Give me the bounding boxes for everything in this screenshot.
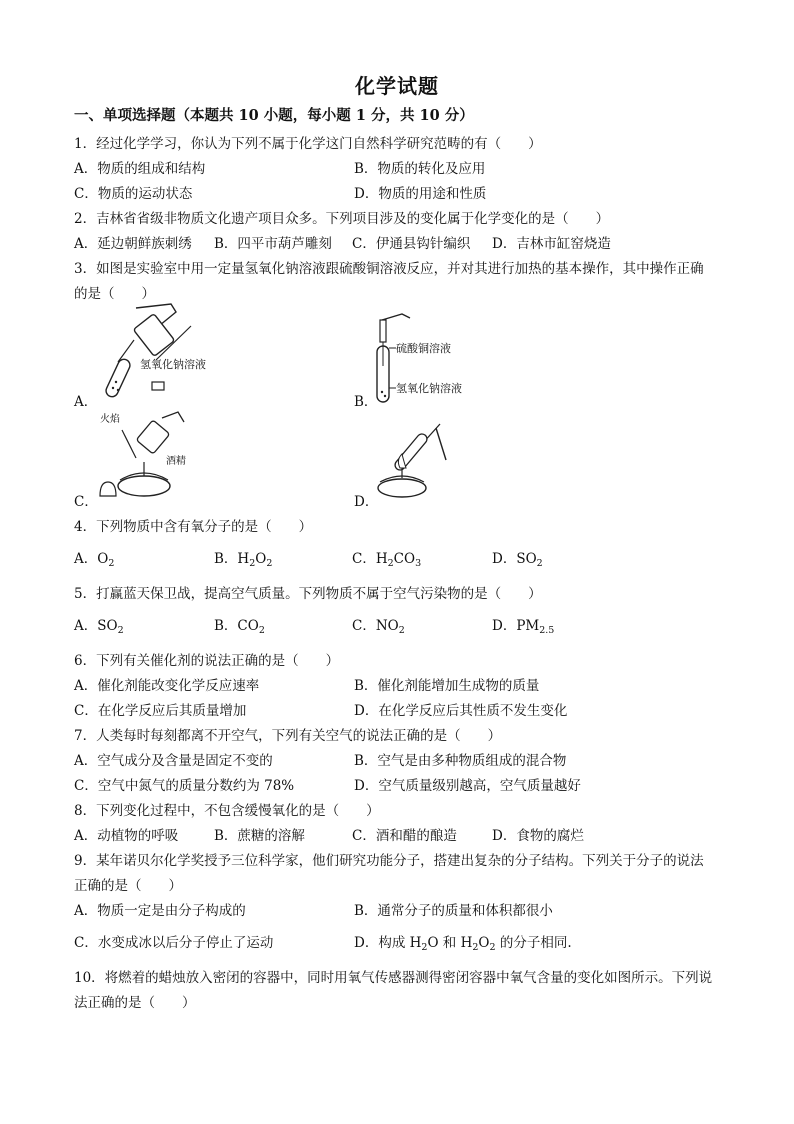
q3-figure-c xyxy=(92,408,212,508)
q6-option-a: A．催化剂能改变化学反应速率 xyxy=(74,678,260,694)
q1-option-c: C．物质的运动状态 xyxy=(74,186,193,202)
question-10-stem: 10．将燃着的蜡烛放入密闭的容器中，同时用氧气传感器测得密闭容器中氧气含量的变化如图所示。下列说 xyxy=(74,970,713,986)
q6-option-c: C．在化学反应后其质量增加 xyxy=(74,703,247,719)
q4-option-d: D．$SO_2$ xyxy=(492,551,543,569)
q3b-label-cuso4: 硫酸铜溶液 xyxy=(396,342,451,355)
question-1-stem: 1．经过化学学习，你认为下列不属于化学这门自然科学研究范畴的有（ ） xyxy=(74,136,542,152)
q7-option-d: D．空气质量级别越高，空气质量越好 xyxy=(354,778,581,794)
q3b-label-naoh: 氢氧化钠溶液 xyxy=(396,382,462,395)
section-heading: 一、单项选择题（本题共 10 小题，每小题 1 分，共 10 分） xyxy=(74,107,474,124)
q5-option-c: C．$NO_2$ xyxy=(352,618,405,636)
question-8-stem: 8．下列变化过程中，不包含缓慢氧化的是（ ） xyxy=(74,803,380,819)
q8-option-d: D．食物的腐烂 xyxy=(492,828,584,844)
question-2-stem: 2．吉林省省级非物质文化遗产项目众多。下列项目涉及的变化属于化学变化的是（ ） xyxy=(74,211,610,227)
q7-option-a: A．空气成分及含量是固定不变的 xyxy=(74,753,273,769)
q6-option-b: B．催化剂能增加生成物的质量 xyxy=(354,678,540,694)
q8-option-c: C．酒和醋的酿造 xyxy=(352,828,457,844)
q5-option-b: B．$CO_2$ xyxy=(214,618,265,636)
q8-option-b: B．蔗糖的溶解 xyxy=(214,828,305,844)
q1-option-b: B．物质的转化及应用 xyxy=(354,161,486,177)
q9-option-b: B．通常分子的质量和体积都很小 xyxy=(354,903,553,919)
q7-option-b: B．空气是由多种物质组成的混合物 xyxy=(354,753,567,769)
q8-option-a: A．动植物的呼吸 xyxy=(74,828,179,844)
page-title: 化学试题 xyxy=(355,74,439,98)
question-9-stem: 9．某年诺贝尔化学奖授予三位科学家，他们研究功能分子，搭建出复杂的分子结构。下列关于分子的说法 xyxy=(74,853,704,869)
q3c-label-flame: 火焰 xyxy=(100,414,120,425)
q3-option-d: D． xyxy=(354,494,379,510)
question-3-stem: 3．如图是实验室中用一定量氢氧化钠溶液跟硫酸铜溶液反应，并对其进行加热的基本操作，其中操作正确 xyxy=(74,261,704,277)
q6-option-d: D．在化学反应后其性质不发生变化 xyxy=(354,703,568,719)
q2-option-b: B．四平市葫芦雕刻 xyxy=(214,236,332,252)
question-9-stem-cont: 正确的是（ ） xyxy=(74,878,182,894)
q2-option-c: C．伊通县钩针编织 xyxy=(352,236,471,252)
q9-option-d: D．构成 $H_2O$ 和 $H_2O_2$ 的分子相同. xyxy=(354,935,572,953)
q1-option-d: D．物质的用途和性质 xyxy=(354,186,487,202)
question-10-stem-cont: 法正确的是（ ） xyxy=(74,995,196,1011)
q3-option-c: C． xyxy=(74,494,98,510)
q1-option-a: A．物质的组成和结构 xyxy=(74,161,206,177)
q3-option-a: A． xyxy=(74,394,98,410)
q5-option-a: A．$SO_2$ xyxy=(74,618,124,636)
q2-option-d: D．吉林市缸窑烧造 xyxy=(492,236,611,252)
question-4-stem: 4．下列物质中含有氧分子的是（ ） xyxy=(74,519,313,535)
q4-option-b: B．$H_2O_2$ xyxy=(214,551,273,569)
question-3-stem-cont: 的是（ ） xyxy=(74,286,155,302)
q3-figure-d xyxy=(376,420,476,510)
q9-option-a: A．物质一定是由分子构成的 xyxy=(74,903,246,919)
q5-option-d: D．$PM_{2.5}$ xyxy=(492,618,555,636)
q7-option-c: C．空气中氮气的质量分数约为 78% xyxy=(74,778,295,794)
q3a-label-naoh: 氢氧化钠溶液 xyxy=(140,358,206,371)
q3-option-b: B． xyxy=(354,394,378,410)
question-7-stem: 7．人类每时每刻都离不开空气，下列有关空气的说法正确的是（ ） xyxy=(74,728,502,744)
q3c-label-alcohol: 酒精 xyxy=(166,456,186,467)
q3-figure-b xyxy=(372,306,502,406)
question-6-stem: 6．下列有关催化剂的说法正确的是（ ） xyxy=(74,653,340,669)
q2-option-a: A．延边朝鲜族刺绣 xyxy=(74,236,192,252)
q9-option-c: C．水变成冰以后分子停止了运动 xyxy=(74,935,274,951)
q4-option-a: A．$O_2$ xyxy=(74,551,115,569)
question-5-stem: 5．打赢蓝天保卫战，提高空气质量。下列物质不属于空气污染物的是（ ） xyxy=(74,586,542,602)
q3-figure-a xyxy=(96,300,246,410)
q4-option-c: C．$H_2CO_3$ xyxy=(352,551,422,569)
